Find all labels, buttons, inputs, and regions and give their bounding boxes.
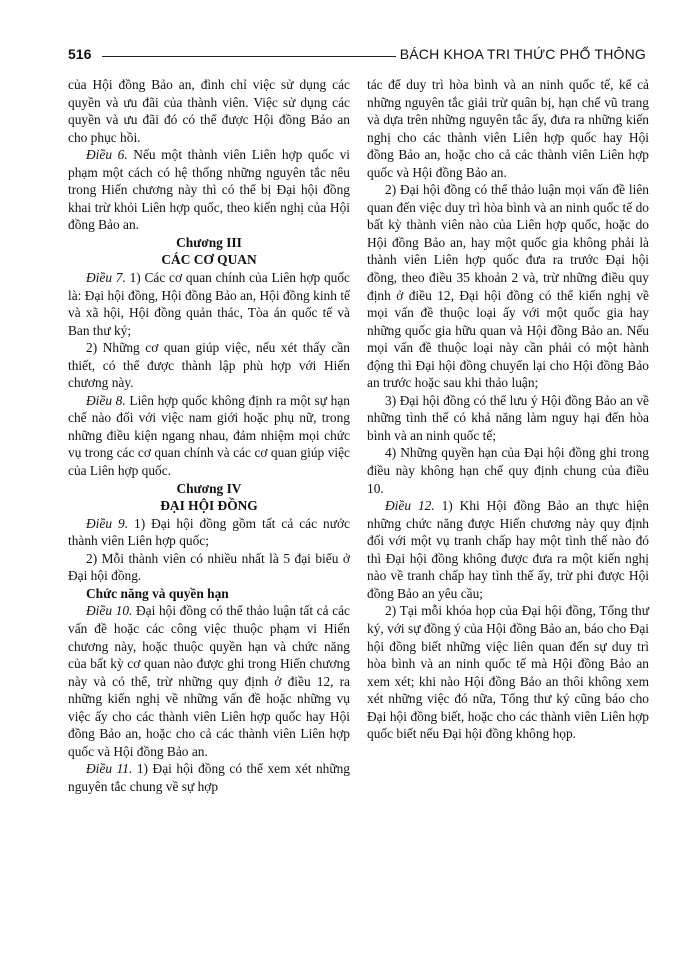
paragraph: 2) Đại hội đồng có thể thảo luận mọi vấn đề liên quan đến việc duy trì hòa bình và an ninh quốc tế do bất kỳ thành viên nào của Liên hợp quốc, hoặc do Hội đồng Bảo an, hay một quốc gia không phải là thành viên Liên hợp quốc đưa ra trước Đại hội đồng, theo điều 35 khoản 2 và, trừ những điều quy định ở điều 12, Đại hội đồng có thể kiến nghị về mọi vấn đề thuộc loại ấy với một quốc gia hay những quốc gia hữu quan và Hội đồng Bảo an. Nếu mọi vấn đề thuộc loại này cần phải có một hành động thì Đại hội đồng chuyển lại cho Hội đồng Bảo an trước hoặc sau khi thảo luận; xyxy=(367,182,649,391)
paragraph: của Hội đồng Bảo an, đình chỉ việc sử dụng các quyền và ưu đãi của thành viên. Việc sử dụng các quyền và ưu đãi đó có thể được Hội đồng Bảo an cho phục hồi. xyxy=(68,77,350,145)
article-text: 1) Đại hội đồng gồm tất cả các nước thành viên Liên hợp quốc; xyxy=(68,515,350,549)
paragraph: tác để duy trì hòa bình và an ninh quốc tế, kể cả những nguyên tắc giải trừ quân bị, hạn chế vũ trang và dựa trên những nguyên tắc ấy, đưa ra những kiến nghị cho các thành viên Liên hợp quốc hay Hội đồng Bảo an, hoặc cho cả các thành viên Liên hợp quốc và Hội đồng Bảo an. xyxy=(367,77,649,180)
paragraph: 4) Những quyền hạn của Đại hội đồng ghi trong điều này không hạn chế quy định chung của điều 10. xyxy=(367,445,649,496)
chapter-subtitle: CÁC CƠ QUAN xyxy=(161,252,257,268)
article-text: 1) Các cơ quan chính của Liên hợp quốc là: Đại hội đồng, Hội đồng Bảo an, Hội đồng kinh tế và xã hội, Hội đồng quản thác, Tòa án quốc tế và Ban thư ký; xyxy=(68,270,350,338)
paragraph: 3) Đại hội đồng có thể lưu ý Hội đồng Bảo an về những tình thế có khả năng làm nguy hại đến hòa bình và an ninh quốc tế; xyxy=(367,392,649,443)
chapter-title: Chương III xyxy=(176,234,242,250)
article-label: Điều 7. xyxy=(86,270,126,286)
article-7 xyxy=(68,269,350,339)
article-10 xyxy=(68,602,350,760)
article-label: Điều 11. xyxy=(86,761,133,777)
article-12 xyxy=(367,497,649,602)
article-9 xyxy=(68,515,350,550)
paragraph: 2) Những cơ quan giúp việc, nếu xét thấy cần thiết, có thể được thành lập phù hợp với Hiến chương này. xyxy=(68,340,350,391)
left-column xyxy=(68,76,350,795)
section-title: Chức năng và quyền hạn xyxy=(86,585,229,601)
chapter-title: Chương IV xyxy=(176,480,242,496)
running-title: BÁCH KHOA TRI THỨC PHỔ THÔNG xyxy=(399,46,646,62)
article-text: Nếu một thành viên Liên hợp quốc vi phạm một cách có hệ thống những nguyên tắc nêu trong Hiến chương này thì có thể bị Đại hội đồng khai trừ khỏi Liên hợp quốc, theo kiến nghị của Hội đồng Bảo an. xyxy=(68,147,350,233)
article-6 xyxy=(68,146,350,234)
paragraph: 2) Tại mỗi khóa họp của Đại hội đồng, Tổng thư ký, với sự đồng ý của Hội đồng Bảo an, báo cho Đại hội đồng biết những việc liên quan đến sự duy trì hòa bình và an ninh quốc tế mà Hội đồng Bảo an xem xét; khi nào Hội đồng Bảo an thôi không xem xét những việc đó nữa, Tổng thư ký cũng báo cho Đại hội đồng biết, hoặc cho các thành viên Liên hợp quốc biết nếu Đại hội đồng không họp. xyxy=(367,603,649,742)
article-label: Điều 8. xyxy=(86,392,126,408)
article-label: Điều 9. xyxy=(86,515,129,531)
page-header xyxy=(68,44,646,70)
article-text: 1) Khi Hội đồng Bảo an thực hiện những chức năng được Hiến chương này quy định đối với một vụ tranh chấp hay một tình thế nào đó thì Đại hội đồng không được đưa ra một kiến nghị nào về tranh chấp hay tình thế ấy, trừ phi được Hội đồng Bảo an yêu cầu; xyxy=(367,498,649,601)
article-text: Đại hội đồng có thể thảo luận tất cả các vấn đề hoặc các công việc thuộc phạm vi Hiến chương này, hoặc thuộc quyền hạn và chức năng của bất kỳ cơ quan nào được ghi trong Hiến chương này và có thể, trừ những quy định ở điều 12, ra những kiến nghị về những vấn đề hoặc những vụ việc ấy cho các thành viên Liên hợp quốc hay Hội đồng Bảo an, hoặc cho cả các thành viên Liên hợp quốc và Hội đồng Bảo an. xyxy=(68,603,350,759)
article-label: Điều 10. xyxy=(86,603,133,619)
article-text: 1) Đại hội đồng có thể xem xét những nguyên tắc chung về sự hợp xyxy=(68,761,350,794)
chapter-subtitle: ĐẠI HỘI ĐỒNG xyxy=(160,498,258,514)
article-label: Điều 6. xyxy=(86,147,128,163)
article-text: Liên hợp quốc không định ra một sự hạn chế nào đối với việc nam giới hoặc phụ nữ, trong những điều kiện ngang nhau, đảm nhiệm mọi chức vụ trong các cơ quan chính và các cơ quan giúp việc của Liên hợp quốc. xyxy=(68,392,350,479)
header-rule xyxy=(102,56,396,57)
article-label: Điều 12. xyxy=(385,498,435,514)
article-11 xyxy=(68,760,350,795)
paragraph: 2) Mỗi thành viên có nhiều nhất là 5 đại biểu ở Đại hội đồng. xyxy=(68,550,350,584)
right-column xyxy=(367,76,649,743)
page-number: 516 xyxy=(68,46,92,62)
article-8 xyxy=(68,392,350,480)
